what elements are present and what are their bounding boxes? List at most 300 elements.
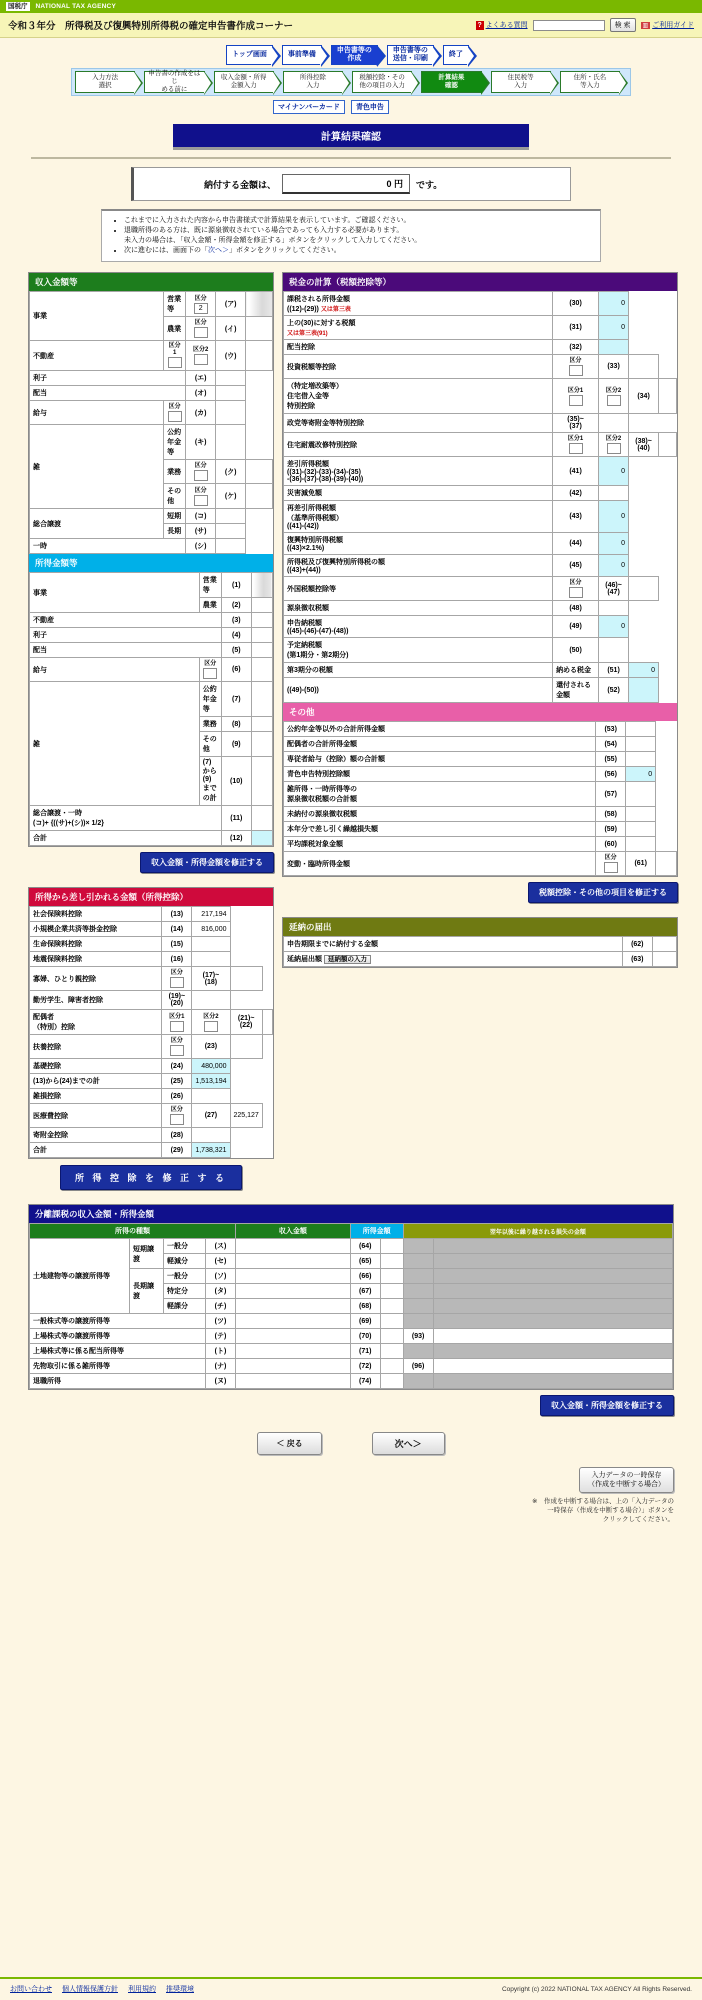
row-number: (35)~ (37): [553, 414, 599, 433]
row-label: (13)から(24)までの計: [30, 1074, 162, 1089]
page-header-title: 令和３年分 所得税及び復興特別所得税の確定申告書作成コーナー: [8, 21, 294, 32]
kubun-input[interactable]: [168, 357, 182, 368]
kubun-cell: [186, 292, 216, 317]
edit-separate-income-button[interactable]: 収入金額・所得金額を修正する: [540, 1395, 674, 1416]
row-value: [216, 386, 246, 401]
table-row: [30, 658, 273, 682]
row-number: (2): [221, 598, 251, 613]
table-row: [284, 678, 677, 703]
kubun-input[interactable]: [170, 1045, 184, 1056]
row-number-kana: (ヌ): [206, 1374, 236, 1389]
kubun-input[interactable]: [170, 1114, 184, 1125]
row-label: 一般分: [164, 1239, 206, 1254]
table-row: [30, 1089, 273, 1104]
next-inline-link[interactable]: 次へ＞: [208, 247, 229, 254]
row-label: 扶養控除: [30, 1035, 162, 1059]
row-label: 業務: [164, 460, 186, 484]
row-number-carryover: [403, 1254, 433, 1269]
table-row: [30, 922, 273, 937]
row-label: 社会保険料控除: [30, 907, 162, 922]
book-icon: ▥: [642, 22, 649, 29]
progress-steps: [0, 38, 702, 116]
row-value: [216, 524, 246, 539]
kubun-input[interactable]: [569, 365, 583, 376]
row-value: [192, 1089, 230, 1104]
row-number: (46)~ (47): [599, 577, 629, 601]
row-amount-value: [380, 1299, 403, 1314]
row-group-label: 土地建物等の譲渡所得等: [30, 1239, 130, 1314]
table-row: [30, 952, 273, 967]
filing-tag-1: 青色申告: [351, 100, 389, 114]
main-columns: [0, 262, 702, 1190]
kubun-input[interactable]: [569, 587, 583, 598]
row-number: (ア): [216, 292, 246, 317]
defer-input-button[interactable]: 延納額の入力: [324, 955, 371, 964]
substep-2[interactable]: 収入金額・所得 金額入力: [214, 71, 274, 93]
row-number-kana: (テ): [206, 1329, 236, 1344]
row-label: 農業: [164, 317, 186, 341]
defer-section-header: 延納の届出: [283, 918, 677, 936]
row-number: (31): [553, 316, 599, 340]
row-value: [626, 722, 656, 737]
col-header-kind: 所得の種類: [30, 1224, 236, 1239]
substep-3[interactable]: 所得控除 入力: [283, 71, 343, 93]
row-number: (33): [599, 355, 629, 379]
table-row: [30, 1359, 673, 1374]
deduction-edit-row: [28, 1165, 274, 1190]
kubun-cell: [162, 1035, 192, 1059]
row-value: 1,513,194: [192, 1074, 230, 1089]
table-row: [30, 425, 273, 460]
row-value: 1,738,321: [192, 1143, 230, 1158]
divider: [31, 157, 671, 159]
save-draft-button[interactable]: [579, 1467, 674, 1493]
row-value: [251, 658, 272, 682]
row-label: 復興特別所得税額 ((43)×2.1%): [284, 533, 553, 555]
row-number: (29): [162, 1143, 192, 1158]
row-number: (52): [599, 678, 629, 703]
notice-item-1: • 退職所得のある方は、既に源泉徴収されている場合であっても入力する必要があります。: [124, 226, 592, 236]
row-value: [246, 460, 273, 484]
kubun-input[interactable]: [170, 977, 184, 988]
row-group-label: 雑: [30, 425, 164, 509]
table-row: [284, 737, 677, 752]
row-number: (55): [596, 752, 626, 767]
row-carryover-value: [433, 1374, 672, 1389]
bottom-note: ※ 作成を中断する場合は、上の「入力データの 一時保存（作成を中断する場合）」ボタンを クリックしてください。: [532, 1498, 674, 1523]
kubun-cell: [553, 355, 599, 379]
row-label: 外国税額控除等: [284, 577, 553, 601]
row-label: 特定分: [164, 1284, 206, 1299]
search-input[interactable]: [533, 20, 605, 31]
table-row: [30, 907, 273, 922]
row-label: 寄附金控除: [30, 1128, 162, 1143]
row-value: [659, 433, 677, 457]
row-label: 課税される所得金額 ((12)-(29)) 又は第三表: [284, 292, 553, 316]
row-value: [599, 486, 629, 501]
step-3[interactable]: 申告書等の 送信・印刷: [387, 45, 434, 65]
step-4[interactable]: 終了: [443, 45, 469, 65]
substep-6[interactable]: 住民税等 入力: [491, 71, 551, 93]
payable-amount-box: [131, 167, 571, 201]
kubun-input[interactable]: [604, 862, 618, 873]
table-row: [284, 379, 677, 414]
row-number: (8): [221, 717, 251, 732]
row-sublabel: 還付される金額: [553, 678, 599, 703]
kubun-input[interactable]: [168, 411, 182, 422]
table-row: [30, 1239, 673, 1254]
row-label: (7)から(9)までの計: [199, 757, 221, 806]
kubun-cell: [199, 658, 221, 682]
row-number: (17)~ (18): [192, 967, 230, 991]
row-label: 政党等寄附金等特別控除: [284, 414, 553, 433]
row-group-label: 事業: [30, 573, 200, 613]
row-group-label: 先物取引に係る雑所得等: [30, 1359, 206, 1374]
kubun-input[interactable]: [569, 443, 583, 454]
row-number-carryover: [403, 1269, 433, 1284]
substep-0[interactable]: 入力方法 選択: [75, 71, 135, 93]
table-row: [284, 292, 677, 316]
income-amount-section-header: 所得金額等: [29, 554, 273, 572]
row-group-label: 給与: [30, 658, 200, 682]
footer-link-3[interactable]: 推奨環境: [166, 1986, 194, 1993]
row-value: [216, 425, 246, 460]
substep-7[interactable]: 住所・氏名 等入力: [560, 71, 620, 93]
sub-step-row: [71, 68, 631, 96]
row-label: その他: [199, 732, 221, 757]
row-number: (15): [162, 937, 192, 952]
step-0[interactable]: トップ画面: [226, 45, 273, 65]
faq-link[interactable]: [476, 20, 528, 30]
row-number-carryover: [403, 1314, 433, 1329]
footer-link-0[interactable]: お問い合わせ: [10, 1986, 52, 1993]
row-label: 公約年金等: [199, 682, 221, 717]
next-button[interactable]: 次へ＞: [372, 1432, 445, 1455]
row-number: (23): [192, 1035, 230, 1059]
tax-tables-wrap: [282, 272, 678, 877]
row-label: 雑損控除: [30, 1089, 162, 1104]
save-row: [0, 1467, 702, 1493]
kubun-input[interactable]: [203, 668, 217, 679]
row-number-carryover: [403, 1374, 433, 1389]
edit-income-button[interactable]: 収入金額・所得金額を修正する: [140, 852, 274, 873]
row-group-label: 給与: [30, 401, 164, 425]
kubun-input[interactable]: [194, 327, 208, 338]
row-number: (12): [221, 831, 251, 846]
row-group-label: 総合譲渡: [30, 509, 164, 539]
header-tools: [476, 18, 694, 32]
row-label: 延納届出額 延納額の入力: [284, 952, 623, 967]
table-row: [284, 414, 677, 433]
table-row: [284, 752, 677, 767]
notice-item-3: • 次に進むには、画面下の「次へ＞」ボタンをクリックしてください。: [124, 246, 592, 256]
row-number: (42): [553, 486, 599, 501]
deduction-section-header: 所得から差し引かれる金額（所得控除）: [29, 888, 273, 906]
kubun-label: 区分: [168, 404, 181, 410]
table-row: [284, 577, 677, 601]
row-number-kana: (ト): [206, 1344, 236, 1359]
table-header-row: [30, 1224, 673, 1239]
row-income-value: [236, 1269, 351, 1284]
row-number: (60): [596, 837, 626, 852]
row-number: (ウ): [216, 341, 246, 371]
row-value: [251, 806, 272, 831]
kubun-label: 区分1: [169, 1013, 185, 1020]
kubun-input[interactable]: [194, 470, 208, 481]
table-row: [30, 386, 273, 401]
footer-link-1[interactable]: 個人情報保護方針: [62, 1986, 118, 1993]
table-row: [284, 663, 677, 678]
edit-tax-credit-button[interactable]: 税額控除・その他の項目を修正する: [528, 882, 678, 903]
kubun-cell: [162, 1010, 192, 1035]
table-row: [284, 722, 677, 737]
row-number: (6): [221, 658, 251, 682]
row-value: [192, 937, 230, 952]
kubun-label: 区分2: [605, 387, 622, 394]
row-value: 816,000: [192, 922, 230, 937]
row-value: 217,194: [192, 907, 230, 922]
table-row: [30, 613, 273, 628]
separate-taxation-table-wrap: [28, 1204, 674, 1390]
kubun-cell: [192, 1010, 230, 1035]
row-label: 雑所得・一時所得等の 源泉徴収税額の合計額: [284, 782, 596, 807]
faq-label: よくある質問: [485, 22, 528, 29]
separate-edit-row: [0, 1395, 702, 1416]
table-row: [30, 682, 273, 717]
table-row: [30, 937, 273, 952]
table-row: [30, 628, 273, 643]
row-group-label: 利子: [30, 371, 186, 386]
row-value: [192, 952, 230, 967]
table-row: [284, 486, 677, 501]
kubun-input[interactable]: [204, 1021, 218, 1032]
kubun-label: 区分1: [567, 387, 584, 394]
row-group-label: 合計: [30, 831, 222, 846]
row-carryover-value: [433, 1359, 672, 1374]
step-1[interactable]: 事前準備: [282, 45, 322, 65]
payable-value: 0 円: [282, 174, 410, 194]
income-section-header: 収入金額等: [29, 273, 273, 291]
payable-suffix: です。: [416, 179, 443, 190]
search-button[interactable]: 検 索: [610, 18, 636, 32]
row-value: [246, 317, 273, 341]
row-value: [192, 991, 230, 1010]
row-number-carryover: [403, 1284, 433, 1299]
row-subgroup-label: 長期譲渡: [130, 1269, 164, 1314]
row-label: 本年分で差し引く繰越損失額: [284, 822, 596, 837]
row-label: 短期: [164, 509, 186, 524]
row-label: 軽課分: [164, 1299, 206, 1314]
kubun-cell: [599, 379, 629, 414]
kubun-cell: [553, 577, 599, 601]
notice-list: [110, 216, 592, 256]
kubun-input[interactable]: [170, 1021, 184, 1032]
row-group-label: 配当: [30, 643, 222, 658]
row-group-label: 雑: [30, 682, 200, 806]
payable-prefix: 納付する金額は、: [204, 179, 277, 190]
row-number-amount: (71): [350, 1344, 380, 1359]
row-value: [230, 967, 262, 991]
row-number-carryover: (93): [403, 1329, 433, 1344]
kubun-label: 区分: [170, 970, 183, 976]
row-income-value: [236, 1329, 351, 1344]
table-row: [284, 952, 677, 967]
table-row: [30, 401, 273, 425]
row-carryover-value: [433, 1329, 672, 1344]
table-row: [284, 807, 677, 822]
filing-tags: [0, 100, 702, 114]
row-number: (3): [221, 613, 251, 628]
footer-links: [10, 1984, 194, 1994]
kubun-input[interactable]: [194, 354, 208, 365]
row-value: [626, 782, 656, 807]
kubun-label: 区分: [170, 1107, 183, 1113]
row-label: 第3期分の税額: [284, 663, 553, 678]
row-value: 0: [599, 316, 629, 340]
kubun-cell: [186, 460, 216, 484]
income-amount-table: [29, 572, 273, 846]
row-income-value: [236, 1284, 351, 1299]
row-number-amount: (64): [350, 1239, 380, 1254]
kubun-label: 区分: [569, 358, 582, 364]
user-guide-label: ご利用ガイド: [652, 22, 694, 29]
row-label: その他: [164, 484, 186, 509]
row-income-value: [236, 1374, 351, 1389]
row-group-label: 不動産: [30, 341, 164, 371]
row-number: (49): [553, 616, 599, 638]
row-label-note: 又は第三表(91): [287, 331, 328, 337]
row-value: [599, 414, 629, 433]
row-number-carryover: [403, 1239, 433, 1254]
row-number: (シ): [186, 539, 216, 554]
save-line2: （作成を中断する場合）: [588, 1481, 665, 1488]
row-value: [251, 643, 272, 658]
row-label: 所得税及び復興特別所得税の額 ((43)+(44)): [284, 555, 553, 577]
row-group-label: 一時: [30, 539, 186, 554]
table-row: [284, 340, 677, 355]
row-number: (41): [553, 457, 599, 486]
row-number-kana: (ナ): [206, 1359, 236, 1374]
kubun-input[interactable]: 2: [194, 303, 208, 314]
row-value: [251, 682, 272, 717]
row-label: 配偶者の合計所得金額: [284, 737, 596, 752]
row-number-carryover: (96): [403, 1359, 433, 1374]
row-value: [652, 952, 676, 967]
row-group-label: 総合譲渡・一時 (コ)+ {((サ)+(シ))× 1/2}: [30, 806, 222, 831]
row-value: [659, 379, 677, 414]
kubun-input[interactable]: [569, 395, 583, 406]
kubun-input[interactable]: [607, 443, 621, 454]
row-group-label: 不動産: [30, 613, 222, 628]
row-number-amount: (72): [350, 1359, 380, 1374]
row-value: [599, 601, 629, 616]
row-number-kana: (セ): [206, 1254, 236, 1269]
back-button[interactable]: ＜ 戻る: [257, 1432, 321, 1455]
kubun-cell: [599, 433, 629, 457]
substep-1[interactable]: 申告書の作成をはじ める前に: [144, 71, 204, 93]
row-number-amount: (68): [350, 1299, 380, 1314]
row-number: (7): [221, 682, 251, 717]
row-number: (19)~ (20): [162, 991, 192, 1010]
table-row: [30, 1374, 673, 1389]
row-label: 長期: [164, 524, 186, 539]
kubun-cell: [186, 317, 216, 341]
row-number: (30): [553, 292, 599, 316]
row-label: 営業等: [199, 573, 221, 598]
defer-table-wrap: [282, 917, 678, 968]
table-row: [30, 1035, 273, 1059]
table-row: [30, 1344, 673, 1359]
row-value: [246, 341, 273, 371]
row-number: (16): [162, 952, 192, 967]
row-value: [251, 757, 272, 806]
row-value: 0: [599, 501, 629, 533]
table-row: [284, 782, 677, 807]
substep-4[interactable]: 税額控除・その 他の項目の入力: [352, 71, 412, 93]
row-carryover-value: [433, 1239, 672, 1254]
row-label: 配当控除: [284, 340, 553, 355]
kubun-cell: [553, 379, 599, 414]
row-label: 予定納税額 (第1期分・第2期分): [284, 638, 553, 663]
row-group-label: 配当: [30, 386, 186, 401]
edit-deduction-button[interactable]: 所 得 控 除 を 修 正 す る: [60, 1165, 242, 1190]
copyright: Copyright (c) 2022 NATIONAL TAX AGENCY All Rights Reserved.: [501, 1985, 692, 1993]
table-row: [284, 616, 677, 638]
substep-5[interactable]: 計算結果 確認: [421, 71, 481, 93]
user-guide-link[interactable]: [641, 20, 694, 30]
row-number: (サ): [186, 524, 216, 539]
row-value: [626, 752, 656, 767]
table-row: [30, 1314, 673, 1329]
row-number: (62): [622, 937, 652, 952]
page-title: 計算結果確認: [173, 124, 529, 150]
kubun-label: 区分: [569, 580, 582, 586]
row-value: [216, 509, 246, 524]
tax-calculation-table: [283, 291, 677, 703]
kubun-cell: [186, 484, 216, 509]
row-value: [629, 577, 659, 601]
table-row: [30, 539, 273, 554]
kubun-input[interactable]: [607, 395, 621, 406]
row-income-value: [236, 1344, 351, 1359]
row-number: (11): [221, 806, 251, 831]
row-amount-value: [380, 1344, 403, 1359]
row-label: 住宅耐震改修特別控除: [284, 433, 553, 457]
row-label: ((49)-(50)): [284, 678, 553, 703]
row-label: 生命保険料控除: [30, 937, 162, 952]
row-number: (13): [162, 907, 192, 922]
kubun-input[interactable]: [194, 495, 208, 506]
row-income-value: [236, 1239, 351, 1254]
footer-link-2[interactable]: 利用規約: [128, 1986, 156, 1993]
row-label: 小規模企業共済等掛金控除: [30, 922, 162, 937]
filing-tag-0: マイナンバーカード: [273, 100, 345, 114]
row-value: [626, 822, 656, 837]
row-number: (14): [162, 922, 192, 937]
row-value: [251, 573, 272, 598]
row-label: 配偶者 （特別）控除: [30, 1010, 162, 1035]
row-income-value: [236, 1254, 351, 1269]
row-value: [626, 837, 656, 852]
row-group-label: 上場株式等に係る配当所得等: [30, 1344, 206, 1359]
row-number: (50): [553, 638, 599, 663]
step-2[interactable]: 申告書等の 作成: [331, 45, 378, 65]
row-label: 申告納税額 ((45)-(46)-(47)-(48)): [284, 616, 553, 638]
table-row: [284, 316, 677, 340]
separate-taxation-table: [29, 1223, 673, 1389]
row-group-label: 上場株式等の譲渡所得等: [30, 1329, 206, 1344]
kubun-label: 区分: [194, 295, 207, 302]
